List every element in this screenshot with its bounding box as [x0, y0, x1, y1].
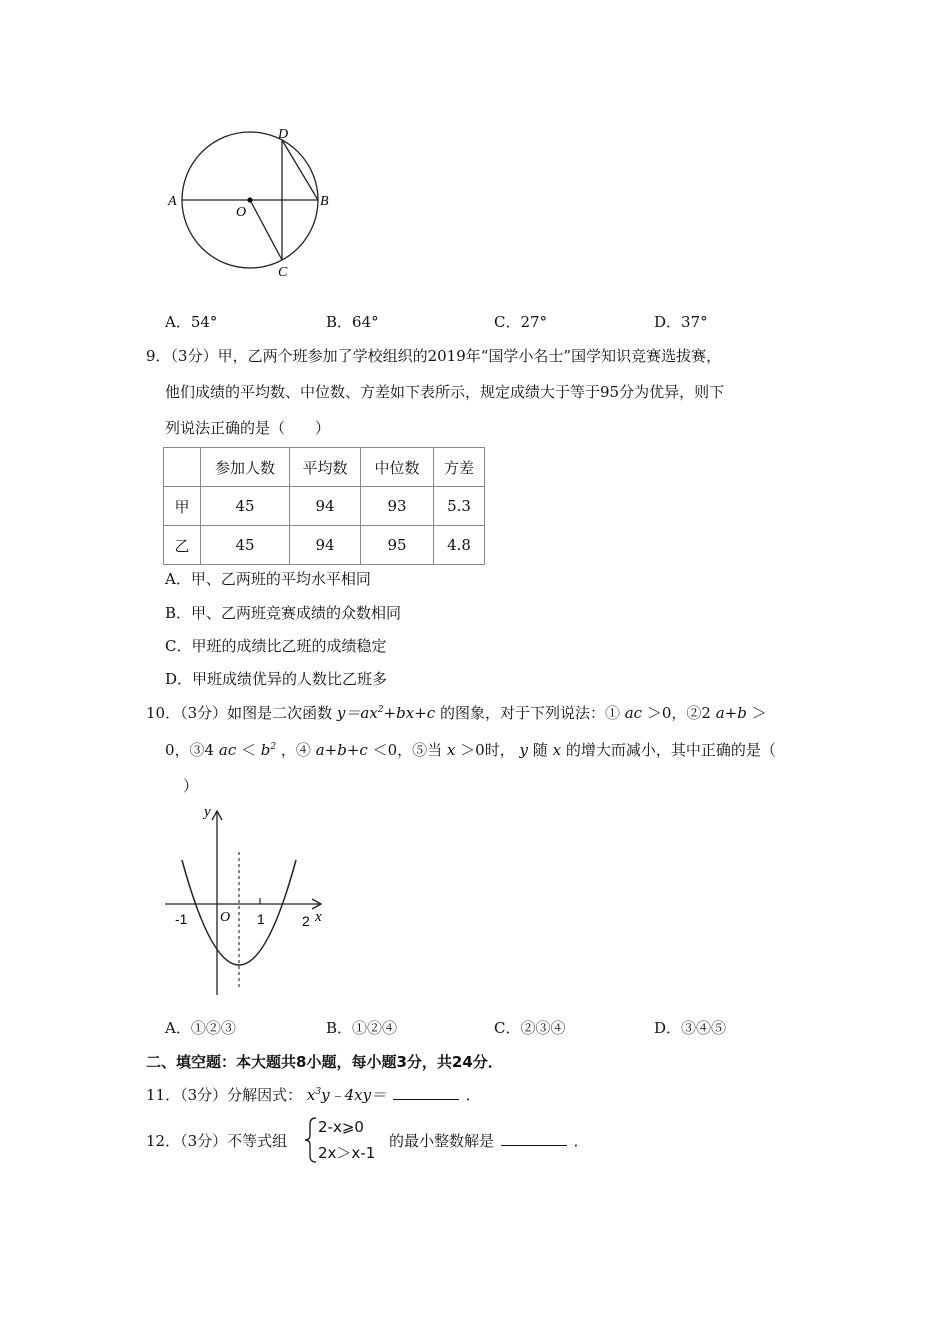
q9-line-2: 他们成绩的平均数、中位数、方差如下表所示，规定成绩大于等于95分为优异，则下: [165, 383, 725, 401]
label-a: A: [168, 194, 177, 209]
q12-prefix: 12．（3分）不等式组: [146, 1132, 288, 1150]
table-row: [164, 487, 485, 526]
q10-x: x: [446, 741, 456, 759]
table-cell: 94: [290, 487, 361, 526]
label-c: C: [278, 265, 288, 280]
q12-ineq-1: 2-x⩾0: [318, 1118, 364, 1136]
q12-suffix: 的最小整数解是: [389, 1132, 495, 1150]
label-d: D: [278, 127, 289, 142]
q11-expression: $x^3y﹣4xy=$: [306, 1086, 387, 1104]
q8-option-d: D．37°: [654, 313, 708, 331]
q11-answer-blank[interactable]: [393, 1085, 459, 1100]
q10-ab: a+b: [715, 704, 747, 722]
q12-ineq-2: 2x＞x-1: [318, 1144, 376, 1162]
q12-end: ．: [573, 1132, 589, 1150]
table-header-cell: 方差: [434, 448, 485, 487]
q10-line-2: [165, 740, 776, 760]
q9-option-b: B．甲、乙两班竞赛成绩的众数相同: [165, 604, 402, 622]
q9-option-a: A．甲、乙两班的平均水平相同: [165, 570, 371, 588]
q9-option-d: D．甲班成绩优异的人数比乙班多: [165, 670, 388, 688]
q8-option-a: A．54°: [165, 313, 218, 331]
label-b: B: [320, 194, 329, 209]
q10-middle: 的图象，对于下列说法：①: [439, 704, 620, 722]
table-header-row: [164, 448, 485, 487]
q10-line-3: ）: [183, 777, 199, 795]
q10-y: y: [519, 741, 528, 759]
tick-label-2: 2: [302, 913, 310, 929]
table-cell: 甲: [164, 487, 201, 526]
x-axis-label: x: [315, 909, 322, 925]
q10-s1: 0，③4: [165, 741, 215, 759]
table-header-cell: [164, 448, 201, 487]
tick-label-1: 1: [257, 911, 265, 927]
table-cell: 4.8: [434, 526, 485, 565]
q10-lt: ＜: [241, 741, 257, 759]
q12-suffix-line: [389, 1131, 589, 1151]
segment-db: [282, 140, 318, 200]
q10-x2: x: [552, 741, 562, 759]
center-point: [247, 197, 252, 202]
tick-label-neg1: -1: [175, 911, 188, 927]
table-row: [164, 526, 485, 565]
table-cell: 45: [201, 526, 290, 565]
table-cell: 乙: [164, 526, 201, 565]
q9-line-1: 9．（3分）甲，乙两个班参加了学校组织的2019年“国学小名士”国学知识竞赛选拔赛，: [146, 347, 722, 365]
table-header-cell: 参加人数: [201, 448, 290, 487]
q10-s2: ，④: [280, 741, 311, 759]
table-header-cell: 平均数: [290, 448, 361, 487]
segment-oc: [250, 200, 282, 260]
q10-option-b: B．①②④: [326, 1019, 398, 1037]
q9-line-3: 列说法正确的是（ ）: [165, 419, 331, 437]
table-cell: 5.3: [434, 487, 485, 526]
table-cell: 45: [201, 487, 290, 526]
q10-ac2: ac: [218, 741, 237, 759]
q10-gt0: ＞0，②2: [646, 704, 711, 722]
q10-ac: ac: [624, 704, 643, 722]
q10-end: ＞: [751, 704, 767, 722]
q11-line: [146, 1085, 481, 1105]
label-o: O: [236, 205, 247, 220]
q8-option-b: B．64°: [326, 313, 379, 331]
stats-table: [163, 447, 485, 565]
table-cell: 94: [290, 526, 361, 565]
q10-b2: $b^2$: [260, 741, 277, 759]
q12-answer-blank[interactable]: [501, 1131, 567, 1146]
q9-option-c: C．甲班的成绩比乙班的成绩稳定: [165, 637, 387, 655]
table-cell: 93: [361, 487, 434, 526]
table-cell: 95: [361, 526, 434, 565]
q10-s6: 的增大而减小，其中正确的是（: [565, 741, 776, 759]
circle-figure: [160, 120, 340, 280]
q10-prefix: 10．（3分）如图是二次函数: [146, 704, 333, 722]
q10-function: $y=ax^2+bx+c$: [336, 704, 436, 722]
q10-s4: ＞0时，: [460, 741, 515, 759]
q10-option-c: C．②③④: [494, 1019, 566, 1037]
origin-label: O: [220, 910, 231, 925]
q10-s3: ＜0，⑤当: [372, 741, 443, 759]
q11-end: ．: [465, 1086, 481, 1104]
y-axis-label: y: [204, 804, 211, 820]
q10-s5: 随: [532, 741, 548, 759]
q10-option-d: D．③④⑤: [654, 1019, 727, 1037]
q10-abc: a+b+c: [315, 741, 368, 759]
brace-icon: [304, 1116, 318, 1164]
q11-prefix: 11．（3分）分解因式：: [146, 1086, 303, 1104]
q10-line-1: [146, 703, 767, 723]
section-2-heading: 二、填空题：本大题共8小题，每小题3分，共24分．: [146, 1053, 503, 1071]
table-header-cell: 中位数: [361, 448, 434, 487]
q8-option-c: C．27°: [494, 313, 548, 331]
parabola-graph: [160, 800, 340, 1000]
q10-option-a: A．①②③: [165, 1019, 236, 1037]
